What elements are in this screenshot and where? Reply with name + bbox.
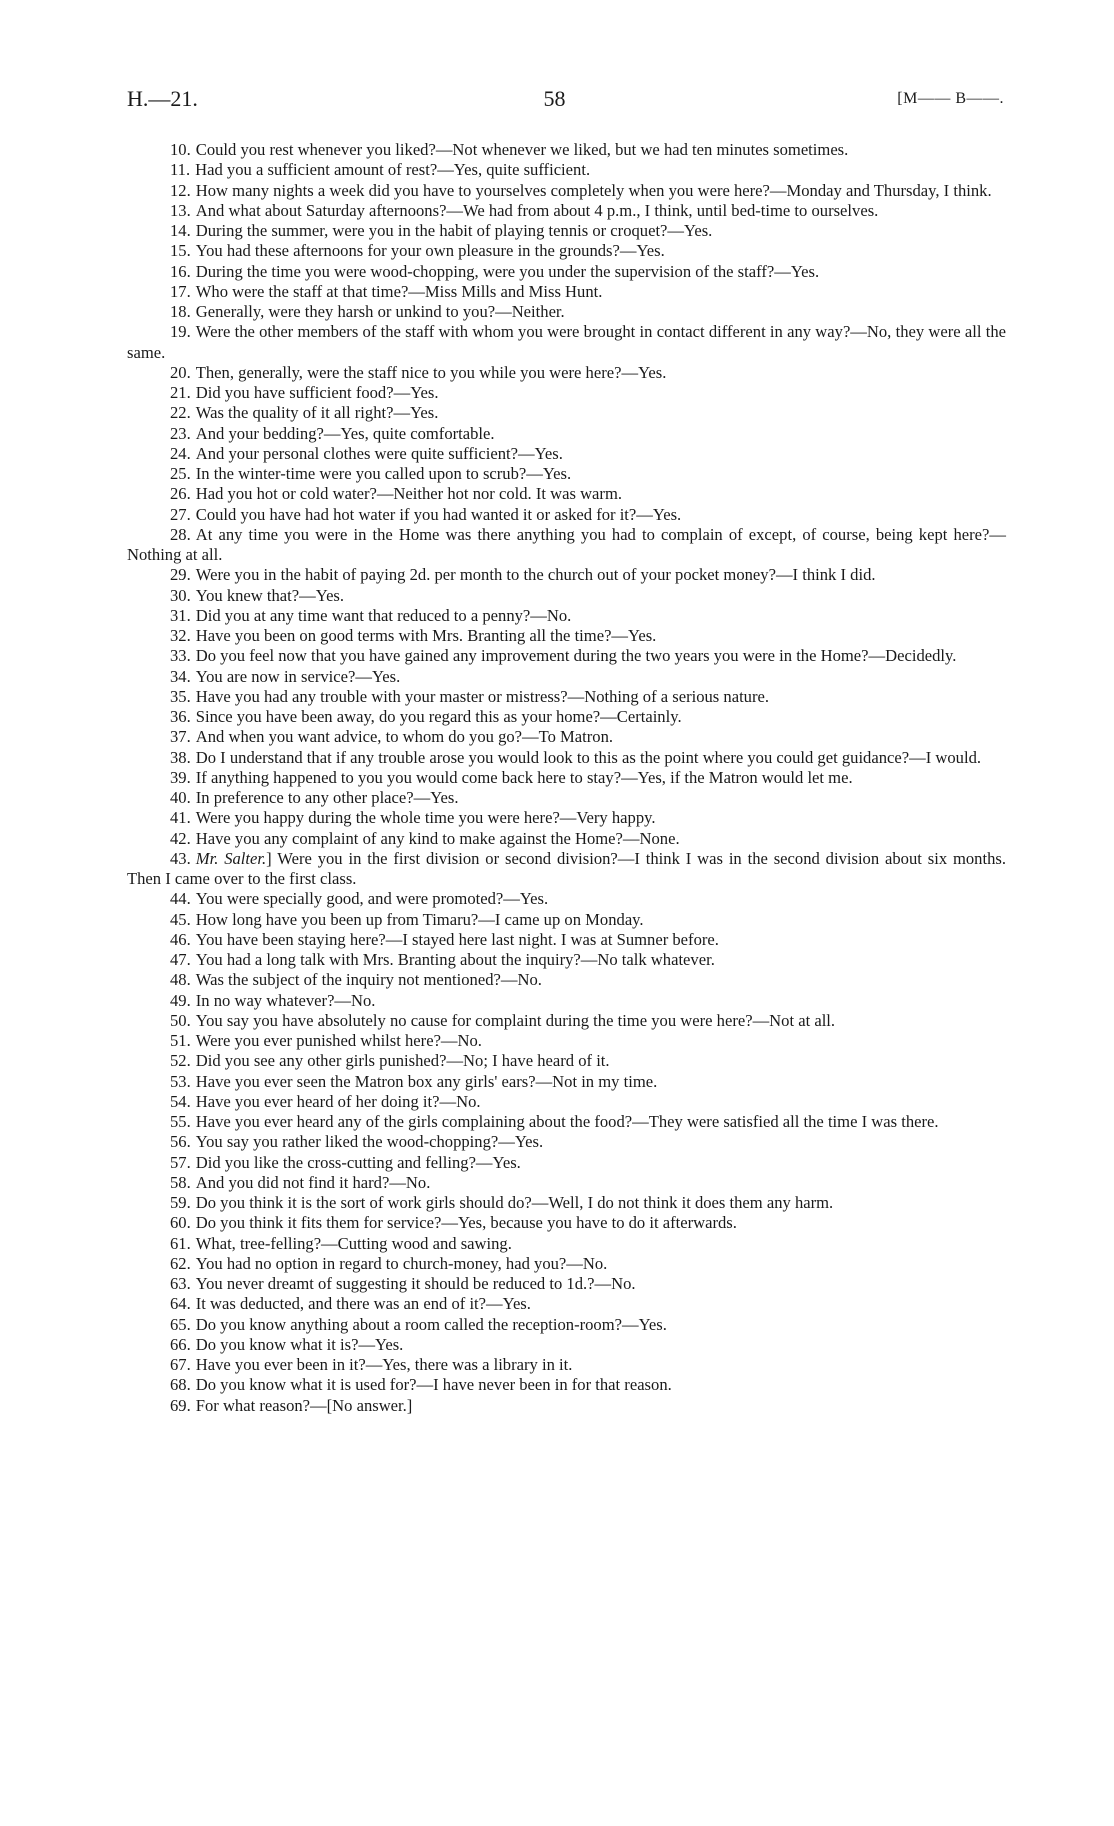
question-answer-text: You are now in service?—Yes.	[195, 666, 401, 686]
question-answer-text: Do you feel now that you have gained any improvement during the two years you were in the Home?—Decidedly.	[195, 646, 957, 666]
question-number: 27.	[170, 504, 191, 524]
question-answer-text: Since you have been away, do you regard this as your home?—Certainly.	[195, 707, 682, 726]
question-answer-text: You say you have absolutely no cause for complaint during the time you were here?—Not at all.	[195, 1010, 836, 1030]
running-title: [M—— B——.	[897, 90, 1004, 107]
testimony-paragraph	[127, 1234, 1006, 1254]
testimony-paragraph	[127, 1335, 1006, 1355]
question-number: 28.	[170, 524, 191, 544]
question-answer-text: Did you have sufficient food?—Yes.	[195, 383, 439, 402]
question-answer-text: You have been staying here?—I stayed here last night. I was at Sumner before.	[195, 929, 719, 949]
question-answer-text: And when you want advice, to whom do you go?—To Matron.	[195, 727, 614, 747]
testimony-paragraph	[127, 991, 1006, 1011]
testimony-paragraph	[127, 1112, 1006, 1132]
testimony-paragraph	[127, 1315, 1006, 1335]
question-answer-text: Have you been on good terms with Mrs. Branting all the time?—Yes.	[195, 626, 657, 645]
testimony-paragraph	[127, 626, 1006, 646]
question-number: 61.	[170, 1233, 191, 1253]
testimony-paragraph	[127, 1051, 1006, 1071]
question-answer-text: If anything happened to you you would come back here to stay?—Yes, if the Matron would let me.	[195, 767, 853, 787]
question-number: 24.	[170, 443, 191, 463]
testimony-paragraph	[127, 930, 1006, 950]
question-answer-text: Did you like the cross-cutting and felling?—Yes.	[195, 1152, 521, 1172]
question-number: 20.	[170, 362, 191, 382]
testimony-paragraph	[127, 140, 1006, 160]
testimony-paragraph	[127, 484, 1006, 504]
question-number: 36.	[170, 707, 191, 726]
question-number: 46.	[170, 929, 191, 949]
testimony-paragraph	[127, 424, 1006, 444]
testimony-paragraph	[127, 1153, 1006, 1173]
testimony-paragraph	[127, 1193, 1006, 1213]
testimony-paragraph	[127, 505, 1006, 525]
question-answer-text: Could you have had hot water if you had wanted it or asked for it?—Yes.	[195, 504, 682, 524]
question-answer-text: In no way whatever?—No.	[195, 990, 376, 1010]
speaker-name: Mr. Salter.	[195, 848, 267, 868]
question-answer-text: Do you think it fits them for service?—Yes, because you have to do it afterwards.	[195, 1213, 737, 1233]
question-number: 55.	[170, 1112, 191, 1131]
question-number: 31.	[170, 605, 191, 625]
question-number: 40.	[170, 788, 191, 807]
testimony-paragraph	[127, 1092, 1006, 1112]
question-answer-text: Were you happy during the whole time you were here?—Very happy.	[195, 808, 656, 828]
testimony-paragraph	[127, 849, 1006, 890]
question-number: 58.	[170, 1172, 191, 1192]
question-number: 25.	[170, 464, 191, 483]
question-number: 35.	[170, 686, 191, 706]
question-number: 14.	[170, 221, 191, 240]
question-answer-text: How many nights a week did you have to yourselves completely when you were here?—Monday and Thursday, I think.	[195, 180, 992, 200]
question-number: 66.	[170, 1334, 191, 1354]
page-header	[127, 86, 1004, 120]
question-answer-text: Were you in the habit of paying 2d. per month to the church out of your pocket money?—I think I did.	[195, 565, 876, 585]
testimony-paragraph	[127, 565, 1006, 585]
question-number: 53.	[170, 1071, 191, 1091]
testimony-paragraph	[127, 181, 1006, 201]
testimony-paragraph	[127, 363, 1006, 383]
testimony-paragraph	[127, 1396, 1006, 1416]
question-number: 45.	[170, 909, 191, 929]
question-answer-text: Do you know what it is?—Yes.	[195, 1334, 404, 1354]
testimony-paragraph	[127, 1011, 1006, 1031]
testimony-paragraph	[127, 444, 1006, 464]
question-answer-text: And your personal clothes were quite sufficient?—Yes.	[195, 443, 563, 463]
question-number: 68.	[170, 1375, 191, 1395]
testimony-paragraph	[127, 322, 1006, 363]
question-answer-text: Do you know what it is used for?—I have never been in for that reason.	[195, 1375, 672, 1395]
testimony-paragraph	[127, 970, 1006, 990]
question-answer-text: Was the quality of it all right?—Yes.	[195, 403, 439, 423]
question-number: 44.	[170, 889, 191, 909]
question-answer-text: Had you a sufficient amount of rest?—Yes, quite sufficient.	[195, 160, 591, 180]
testimony-paragraph	[127, 646, 1006, 666]
testimony-paragraph	[127, 950, 1006, 970]
question-number: 18.	[170, 302, 191, 321]
testimony-paragraph	[127, 606, 1006, 626]
testimony-paragraph	[127, 464, 1006, 484]
question-answer-text: Have you ever seen the Matron box any girls' ears?—Not in my time.	[195, 1071, 658, 1091]
question-number: 15.	[170, 241, 191, 261]
question-number: 21.	[170, 383, 191, 402]
question-answer-text: Do I understand that if any trouble arose you would look to this as the point where you could get guidance?—I would.	[195, 747, 982, 767]
testimony-paragraph	[127, 1254, 1006, 1274]
question-number: 22.	[170, 403, 191, 423]
testimony-paragraph	[127, 262, 1006, 282]
testimony-paragraph	[127, 1274, 1006, 1294]
question-answer-text: ] Were you in the first division or second division?—I think I was in the second division about six months. Then I came over to the first class.	[127, 848, 1006, 888]
testimony-paragraph	[127, 1072, 1006, 1092]
question-answer-text: You knew that?—Yes.	[195, 585, 345, 605]
question-answer-text: During the summer, were you in the habit of playing tennis or croquet?—Yes.	[195, 221, 713, 240]
testimony-paragraph	[127, 201, 1006, 221]
testimony-paragraph	[127, 707, 1006, 727]
question-number: 11.	[170, 160, 191, 180]
question-answer-text: Who were the staff at that time?—Miss Mills and Miss Hunt.	[195, 281, 603, 301]
question-number: 65.	[170, 1314, 191, 1334]
question-answer-text: Were the other members of the staff with whom you were brought in contact different in any way?—No, they were all the same.	[127, 322, 1006, 362]
question-number: 34.	[170, 666, 191, 686]
testimony-paragraph	[127, 748, 1006, 768]
question-answer-text: And what about Saturday afternoons?—We had from about 4 p.m., I think, until bed-time to ourselves.	[195, 200, 879, 220]
question-number: 43.	[170, 848, 191, 868]
question-number: 37.	[170, 727, 191, 747]
question-number: 64.	[170, 1294, 191, 1314]
testimony-paragraph	[127, 525, 1006, 566]
question-answer-text: Have you any complaint of any kind to make against the Home?—None.	[195, 828, 680, 848]
testimony-paragraph	[127, 1173, 1006, 1193]
testimony-body	[127, 140, 1006, 1416]
question-number: 50.	[170, 1010, 191, 1030]
question-number: 47.	[170, 950, 191, 969]
testimony-paragraph	[127, 667, 1006, 687]
question-number: 39.	[170, 767, 191, 787]
question-number: 30.	[170, 585, 191, 605]
question-answer-text: You never dreamt of suggesting it should be reduced to 1d.?—No.	[195, 1274, 636, 1293]
question-answer-text: What, tree-felling?—Cutting wood and sawing.	[195, 1233, 512, 1253]
question-number: 19.	[170, 322, 191, 342]
testimony-paragraph	[127, 788, 1006, 808]
question-answer-text: It was deducted, and there was an end of it?—Yes.	[195, 1294, 531, 1314]
question-answer-text: And your bedding?—Yes, quite comfortable.	[195, 423, 495, 443]
question-number: 49.	[170, 990, 191, 1010]
testimony-paragraph	[127, 1031, 1006, 1051]
question-number: 48.	[170, 970, 191, 990]
question-number: 26.	[170, 484, 191, 504]
question-answer-text: Have you ever been in it?—Yes, there was a library in it.	[195, 1355, 573, 1374]
question-number: 59.	[170, 1193, 191, 1212]
testimony-paragraph	[127, 727, 1006, 747]
question-answer-text: Do you think it is the sort of work girls should do?—Well, I do not think it does them any harm.	[195, 1193, 834, 1212]
testimony-paragraph	[127, 889, 1006, 909]
testimony-paragraph	[127, 829, 1006, 849]
question-answer-text: Then, generally, were the staff nice to you while you were here?—Yes.	[195, 362, 667, 382]
question-answer-text: Do you know anything about a room called the reception-room?—Yes.	[195, 1314, 667, 1334]
testimony-paragraph	[127, 1355, 1006, 1375]
question-answer-text: Was the subject of the inquiry not mentioned?—No.	[195, 970, 542, 990]
question-number: 17.	[170, 281, 191, 301]
testimony-paragraph	[127, 302, 1006, 322]
question-number: 63.	[170, 1274, 191, 1293]
question-number: 16.	[170, 261, 191, 281]
testimony-paragraph	[127, 768, 1006, 788]
question-number: 33.	[170, 646, 191, 666]
question-answer-text: You had these afternoons for your own pleasure in the grounds?—Yes.	[195, 241, 665, 261]
question-number: 60.	[170, 1213, 191, 1233]
testimony-paragraph	[127, 1294, 1006, 1314]
testimony-paragraph	[127, 687, 1006, 707]
question-answer-text: Did you at any time want that reduced to a penny?—No.	[195, 605, 572, 625]
testimony-paragraph	[127, 1375, 1006, 1395]
testimony-paragraph	[127, 221, 1006, 241]
testimony-paragraph	[127, 383, 1006, 403]
question-answer-text: How long have you been up from Timaru?—I came up on Monday.	[195, 909, 644, 929]
question-answer-text: Were you ever punished whilst here?—No.	[195, 1031, 482, 1050]
question-number: 69.	[170, 1395, 191, 1415]
question-answer-text: You had no option in regard to church-money, had you?—No.	[195, 1253, 608, 1273]
question-answer-text: Have you had any trouble with your master or mistress?—Nothing of a serious nature.	[195, 686, 770, 706]
document-reference: H.—21.	[127, 86, 198, 111]
question-number: 12.	[170, 180, 191, 200]
question-number: 23.	[170, 423, 191, 443]
question-answer-text: Had you hot or cold water?—Neither hot nor cold. It was warm.	[195, 484, 622, 504]
question-number: 42.	[170, 828, 191, 848]
question-number: 56.	[170, 1132, 191, 1152]
testimony-paragraph	[127, 160, 1006, 180]
testimony-paragraph	[127, 1132, 1006, 1152]
question-number: 29.	[170, 565, 191, 585]
testimony-paragraph	[127, 586, 1006, 606]
question-number: 10.	[170, 140, 191, 159]
question-answer-text: Have you ever heard of her doing it?—No.	[195, 1091, 481, 1111]
question-number: 57.	[170, 1152, 191, 1172]
question-number: 62.	[170, 1253, 191, 1273]
question-answer-text: In preference to any other place?—Yes.	[195, 788, 459, 807]
question-number: 54.	[170, 1091, 191, 1111]
question-answer-text: You were specially good, and were promoted?—Yes.	[195, 889, 549, 909]
question-answer-text: At any time you were in the Home was there anything you had to complain of except, of course, being kept here?—Nothing at all.	[127, 524, 1006, 564]
question-answer-text: For what reason?—[No answer.]	[195, 1395, 413, 1415]
question-number: 41.	[170, 808, 191, 828]
question-answer-text: During the time you were wood-chopping, were you under the supervision of the staff?—Yes.	[195, 261, 820, 281]
testimony-paragraph	[127, 241, 1006, 261]
testimony-paragraph	[127, 403, 1006, 423]
question-answer-text: Did you see any other girls punished?—No; I have heard of it.	[195, 1051, 610, 1071]
testimony-paragraph	[127, 282, 1006, 302]
question-answer-text: In the winter-time were you called upon to scrub?—Yes.	[195, 464, 572, 483]
question-number: 52.	[170, 1051, 191, 1071]
testimony-paragraph	[127, 1213, 1006, 1233]
testimony-paragraph	[127, 808, 1006, 828]
question-answer-text: You say you rather liked the wood-chopping?—Yes.	[195, 1132, 544, 1152]
question-answer-text: Have you ever heard any of the girls complaining about the food?—They were satisfied all the time I was there.	[195, 1112, 939, 1131]
question-answer-text: Generally, were they harsh or unkind to you?—Neither.	[195, 302, 565, 321]
testimony-paragraph	[127, 910, 1006, 930]
question-number: 32.	[170, 626, 191, 645]
question-number: 51.	[170, 1031, 191, 1050]
question-number: 13.	[170, 200, 191, 220]
page-number: 58	[543, 86, 566, 111]
question-answer-text: And you did not find it hard?—No.	[195, 1172, 431, 1192]
question-number: 38.	[170, 747, 191, 767]
question-answer-text: Could you rest whenever you liked?—Not whenever we liked, but we had ten minutes sometimes.	[195, 140, 849, 159]
question-answer-text: You had a long talk with Mrs. Branting about the inquiry?—No talk whatever.	[195, 950, 715, 969]
question-number: 67.	[170, 1355, 191, 1374]
